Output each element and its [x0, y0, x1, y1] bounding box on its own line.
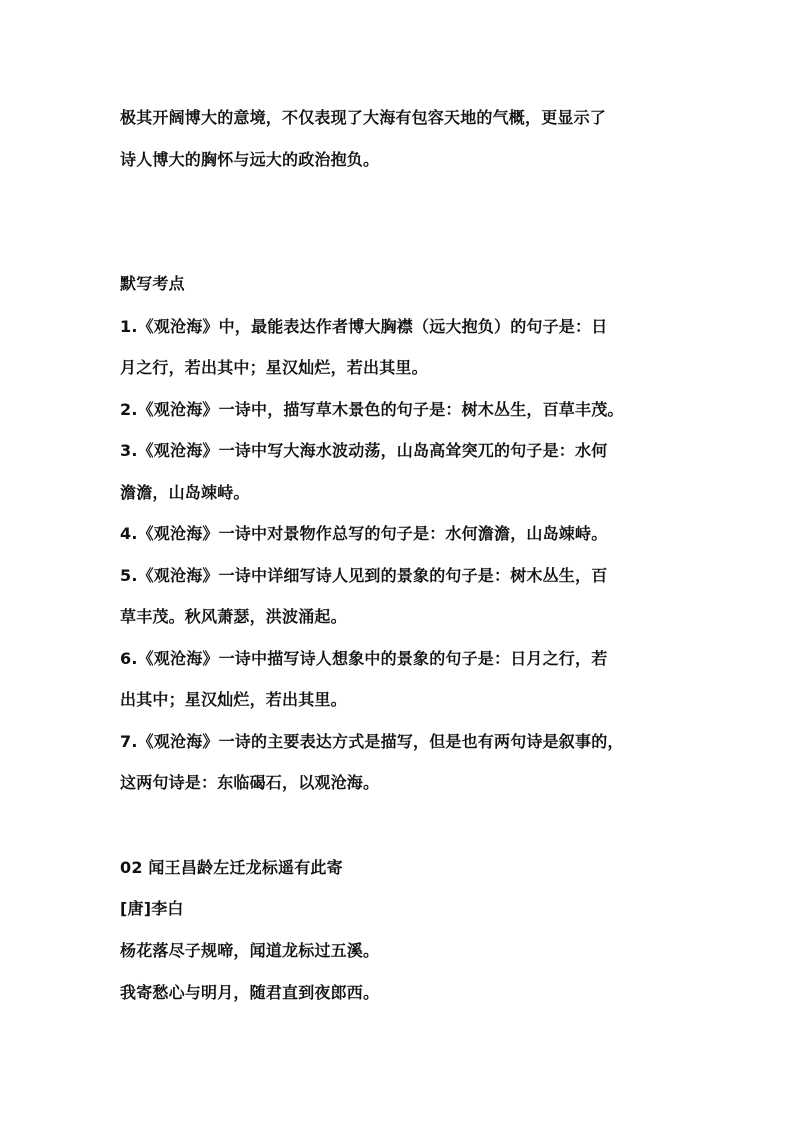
question-3-line-2: 澹澹，山岛竦峙。	[120, 483, 250, 502]
intro-text-line-2: 诗人博大的胸怀与远大的政治抱负。	[120, 150, 380, 169]
question-6-line-2: 出其中；星汉灿烂，若出其里。	[120, 690, 347, 709]
question-1-line-2: 月之行，若出其中；星汉灿烂，若出其里。	[120, 358, 428, 377]
question-3-line-1: 3.《观沧海》一诗中写大海水波动荡，山岛高耸突兀的句子是：水何	[120, 441, 608, 460]
question-7-line-1: 7.《观沧海》一诗的主要表达方式是描写，但是也有两句诗是叙事的，	[120, 732, 624, 751]
question-1-line-1: 1.《观沧海》中，最能表达作者博大胸襟（远大抱负）的句子是：日	[120, 317, 608, 336]
question-7-line-2: 这两句诗是：东临碣石，以观沧海。	[120, 773, 380, 792]
question-6-line-1: 6.《观沧海》一诗中描写诗人想象中的景象的句子是：日月之行，若	[120, 649, 608, 668]
section-title: 默写考点	[120, 274, 185, 293]
question-5-line-2: 草丰茂。秋风萧瑟，洪波涌起。	[120, 607, 347, 626]
question-2-line-1: 2.《观沧海》一诗中，描写草木景色的句子是：树木丛生，百草丰茂。	[120, 400, 624, 419]
question-5-line-1: 5.《观沧海》一诗中详细写诗人见到的景象的句子是：树木丛生，百	[120, 566, 608, 585]
poem-line-2: 我寄愁心与明月，随君直到夜郎西。	[120, 983, 380, 1002]
intro-text-line-1: 极其开阔博大的意境，不仅表现了大海有包容天地的气概，更显示了	[120, 108, 607, 127]
poem-author: [唐]李白	[120, 899, 184, 918]
question-4-line-1: 4.《观沧海》一诗中对景物作总写的句子是：水何澹澹，山岛竦峙。	[120, 524, 608, 543]
poem-title: 02 闻王昌龄左迁龙标遥有此寄	[120, 858, 343, 877]
poem-line-1: 杨花落尽子规啼，闻道龙标过五溪。	[120, 941, 380, 960]
